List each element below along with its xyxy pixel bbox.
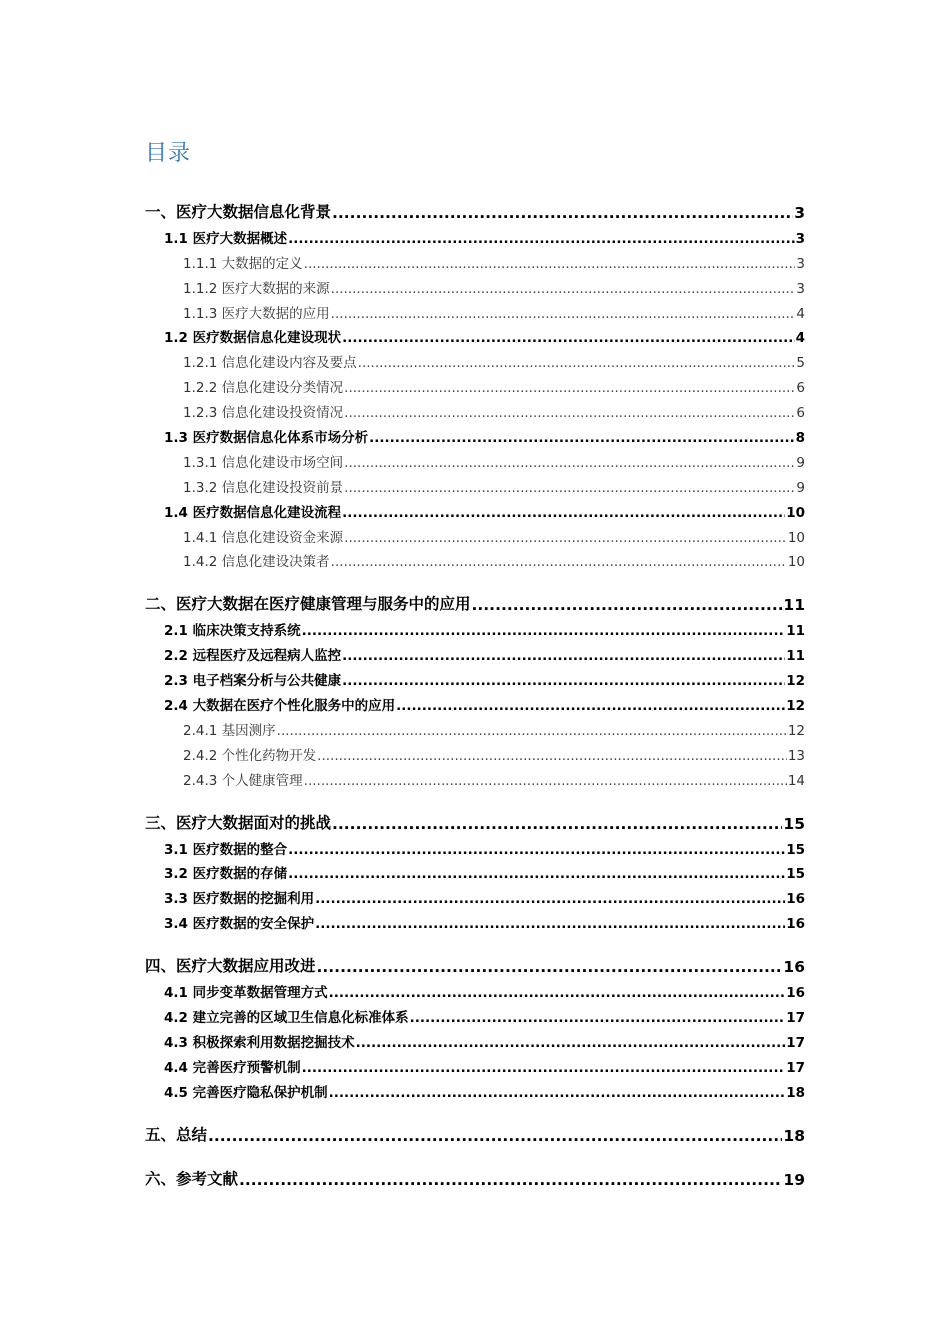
toc-entry-level-2[interactable] bbox=[145, 1026, 805, 1051]
toc-page-number: 16 bbox=[786, 916, 805, 933]
toc-entry-label: 1.2.2 信息化建设分类情况 bbox=[183, 380, 344, 397]
toc-dot-leader bbox=[331, 281, 796, 297]
toc-entry-level-3[interactable] bbox=[145, 247, 805, 272]
toc-page-number: 11 bbox=[786, 623, 805, 640]
toc-dot-leader bbox=[317, 958, 783, 976]
toc-entry-level-3[interactable] bbox=[145, 764, 805, 789]
toc-entry-level-1[interactable] bbox=[145, 1155, 805, 1189]
toc-page-number: 16 bbox=[786, 985, 805, 1002]
toc-entry-label: 2.4 大数据在医疗个性化服务中的应用 bbox=[164, 698, 396, 715]
toc-entry-label: 2.2 远程医疗及远程病人监控 bbox=[164, 648, 342, 665]
toc-entry-level-3[interactable] bbox=[145, 371, 805, 396]
toc-entry-label: 4.3 积极探索利用数据挖掘技术 bbox=[164, 1034, 355, 1051]
toc-entry-label: 4.4 完善医疗预警机制 bbox=[164, 1059, 301, 1076]
toc-dot-leader bbox=[331, 554, 787, 570]
toc-entry-label: 4.2 建立完善的区域卫生信息化标准体系 bbox=[164, 1010, 409, 1027]
toc-page-number: 15 bbox=[783, 814, 805, 833]
toc-entry-label: 2.4.1 基因测序 bbox=[183, 722, 276, 739]
toc-page-number: 5 bbox=[796, 355, 805, 372]
toc-entry-label: 1.4 医疗数据信息化建设流程 bbox=[164, 504, 342, 521]
toc-page-number: 6 bbox=[796, 405, 805, 422]
toc-entry-level-2[interactable] bbox=[145, 858, 805, 883]
toc-dot-leader bbox=[358, 355, 796, 371]
toc-dot-leader bbox=[208, 1127, 782, 1145]
toc-page-number: 18 bbox=[783, 1126, 805, 1145]
toc-entry-label: 一、医疗大数据信息化背景 bbox=[145, 203, 332, 221]
toc-page-number: 4 bbox=[796, 305, 805, 322]
toc-entry-label: 2.4.2 个性化药物开发 bbox=[183, 747, 317, 764]
toc-entry-level-3[interactable] bbox=[145, 739, 805, 764]
toc-page-number: 9 bbox=[796, 454, 805, 471]
toc-dot-leader bbox=[342, 330, 794, 346]
toc-entry-label: 1.2.1 信息化建设内容及要点 bbox=[183, 355, 357, 372]
toc-page-number: 13 bbox=[787, 747, 805, 764]
toc-entry-label: 2.3 电子档案分析与公共健康 bbox=[164, 673, 342, 690]
toc-page-number: 10 bbox=[787, 554, 805, 571]
toc-entry-label: 2.4.3 个人健康管理 bbox=[183, 772, 303, 789]
toc-entry-label: 六、参考文献 bbox=[145, 1169, 239, 1188]
toc-entry-label: 1.1 医疗大数据概述 bbox=[164, 230, 288, 247]
toc-entry-label: 1.3.2 信息化建设投资前景 bbox=[183, 479, 344, 496]
toc-dot-leader bbox=[332, 204, 793, 222]
toc-page-number: 16 bbox=[783, 958, 805, 977]
toc-dot-leader bbox=[329, 985, 786, 1001]
toc-entry-level-1[interactable] bbox=[145, 942, 805, 976]
toc-dot-leader bbox=[277, 723, 787, 739]
toc-entry-level-3[interactable] bbox=[145, 297, 805, 322]
toc-page-number: 10 bbox=[786, 504, 805, 521]
toc-page-number: 4 bbox=[795, 330, 805, 347]
toc-entry-level-2[interactable] bbox=[145, 1001, 805, 1026]
toc-entry-label: 3.1 医疗数据的整合 bbox=[164, 841, 288, 858]
toc-entry-label: 3.4 医疗数据的安全保护 bbox=[164, 916, 315, 933]
toc-entry-level-3[interactable] bbox=[145, 546, 805, 571]
toc-page-number: 12 bbox=[786, 673, 805, 690]
toc-page-number: 17 bbox=[786, 1059, 805, 1076]
toc-entry-level-3[interactable] bbox=[145, 521, 805, 546]
toc-dot-leader bbox=[288, 866, 785, 882]
toc-entry-level-3[interactable] bbox=[145, 471, 805, 496]
toc-entry-level-2[interactable] bbox=[145, 664, 805, 689]
toc-entry-label: 1.3 医疗数据信息化体系市场分析 bbox=[164, 430, 369, 447]
toc-dot-leader bbox=[315, 891, 785, 907]
toc-dot-leader bbox=[329, 1085, 786, 1101]
toc-entry-label: 1.4.1 信息化建设资金来源 bbox=[183, 529, 344, 546]
toc-page-number: 11 bbox=[783, 596, 805, 615]
toc-dot-leader bbox=[239, 1171, 782, 1189]
toc-page-number: 9 bbox=[796, 479, 805, 496]
table-of-contents bbox=[145, 188, 805, 1189]
toc-dot-leader bbox=[342, 648, 785, 664]
toc-page-number: 15 bbox=[786, 866, 805, 883]
toc-entry-level-3[interactable] bbox=[145, 396, 805, 421]
toc-page-number: 16 bbox=[786, 891, 805, 908]
toc-entry-label: 三、医疗大数据面对的挑战 bbox=[145, 813, 332, 832]
toc-entry-level-2[interactable] bbox=[145, 1076, 805, 1101]
toc-entry-level-2[interactable] bbox=[145, 907, 805, 932]
toc-entry-label: 1.4.2 信息化建设决策者 bbox=[183, 554, 330, 571]
toc-entry-level-2[interactable] bbox=[145, 496, 805, 521]
toc-entry-level-2[interactable] bbox=[145, 976, 805, 1001]
toc-dot-leader bbox=[344, 380, 795, 396]
toc-dot-leader bbox=[344, 405, 795, 421]
toc-dot-leader bbox=[288, 842, 785, 858]
toc-entry-level-2[interactable] bbox=[145, 1051, 805, 1076]
toc-entry-level-1[interactable] bbox=[145, 799, 805, 833]
toc-dot-leader bbox=[302, 1060, 786, 1076]
toc-entry-level-2[interactable] bbox=[145, 322, 805, 347]
toc-dot-leader bbox=[315, 916, 785, 932]
toc-page-number: 3 bbox=[796, 280, 805, 297]
toc-page-number: 15 bbox=[786, 841, 805, 858]
toc-dot-leader bbox=[342, 673, 785, 689]
toc-entry-label: 1.2.3 信息化建设投资情况 bbox=[183, 405, 344, 422]
toc-dot-leader bbox=[410, 1010, 786, 1026]
toc-entry-label: 3.3 医疗数据的挖掘利用 bbox=[164, 891, 315, 908]
toc-page-number: 3 bbox=[795, 230, 805, 247]
toc-entry-label: 二、医疗大数据在医疗健康管理与服务中的应用 bbox=[145, 595, 471, 614]
toc-page-number: 12 bbox=[786, 698, 805, 715]
toc-entry-level-2[interactable] bbox=[145, 421, 805, 446]
toc-entry-level-1[interactable] bbox=[145, 1111, 805, 1145]
toc-entry-label: 1.1.1 大数据的定义 bbox=[183, 255, 303, 272]
toc-page-number: 8 bbox=[795, 430, 805, 447]
toc-entry-label: 2.1 临床决策支持系统 bbox=[164, 623, 301, 640]
toc-dot-leader bbox=[344, 480, 795, 496]
toc-page-number: 6 bbox=[796, 380, 805, 397]
toc-page-number: 18 bbox=[786, 1084, 805, 1101]
toc-entry-level-2[interactable] bbox=[145, 882, 805, 907]
toc-page-number: 14 bbox=[787, 772, 805, 789]
toc-entry-label: 1.1.2 医疗大数据的来源 bbox=[183, 280, 330, 297]
toc-entry-level-2[interactable] bbox=[145, 689, 805, 714]
toc-page-number: 3 bbox=[794, 204, 805, 222]
toc-entry-level-2[interactable] bbox=[145, 222, 805, 247]
toc-dot-leader bbox=[369, 430, 794, 446]
toc-dot-leader bbox=[332, 815, 782, 833]
toc-page-number: 3 bbox=[796, 255, 805, 272]
toc-entry-level-3[interactable] bbox=[145, 446, 805, 471]
toc-entry-level-2[interactable] bbox=[145, 639, 805, 664]
toc-dot-leader bbox=[472, 596, 783, 614]
toc-entry-label: 1.3.1 信息化建设市场空间 bbox=[183, 454, 344, 471]
toc-page-number: 17 bbox=[786, 1010, 805, 1027]
toc-dot-leader bbox=[344, 530, 787, 546]
toc-dot-leader bbox=[342, 505, 785, 521]
toc-dot-leader bbox=[304, 773, 787, 789]
toc-dot-leader bbox=[356, 1035, 786, 1051]
toc-page-number: 11 bbox=[786, 648, 805, 665]
toc-entry-level-2[interactable] bbox=[145, 614, 805, 639]
toc-dot-leader bbox=[317, 748, 787, 764]
toc-entry-level-1[interactable] bbox=[145, 580, 805, 614]
toc-entry-level-3[interactable] bbox=[145, 272, 805, 297]
toc-title: 目录 bbox=[145, 141, 192, 166]
toc-dot-leader bbox=[396, 698, 785, 714]
toc-entry-label: 1.2 医疗数据信息化建设现状 bbox=[164, 330, 342, 347]
toc-entry-level-1[interactable] bbox=[145, 188, 805, 222]
toc-page-number: 10 bbox=[787, 529, 805, 546]
toc-page-number: 17 bbox=[786, 1034, 805, 1051]
toc-dot-leader bbox=[302, 623, 786, 639]
toc-dot-leader bbox=[331, 306, 796, 322]
toc-entry-label: 4.5 完善医疗隐私保护机制 bbox=[164, 1084, 328, 1101]
toc-entry-label: 3.2 医疗数据的存储 bbox=[164, 866, 288, 883]
toc-dot-leader bbox=[288, 231, 794, 247]
toc-entry-label: 4.1 同步变革数据管理方式 bbox=[164, 985, 328, 1002]
toc-page-number: 19 bbox=[783, 1170, 805, 1189]
toc-page-number: 12 bbox=[787, 722, 805, 739]
toc-entry-level-3[interactable] bbox=[145, 346, 805, 371]
toc-entry-label: 1.1.3 医疗大数据的应用 bbox=[183, 305, 330, 322]
toc-dot-leader bbox=[304, 256, 796, 272]
toc-entry-level-3[interactable] bbox=[145, 714, 805, 739]
toc-entry-label: 五、总结 bbox=[145, 1125, 208, 1144]
toc-entry-level-2[interactable] bbox=[145, 833, 805, 858]
toc-dot-leader bbox=[344, 455, 795, 471]
toc-entry-label: 四、医疗大数据应用改进 bbox=[145, 957, 316, 976]
